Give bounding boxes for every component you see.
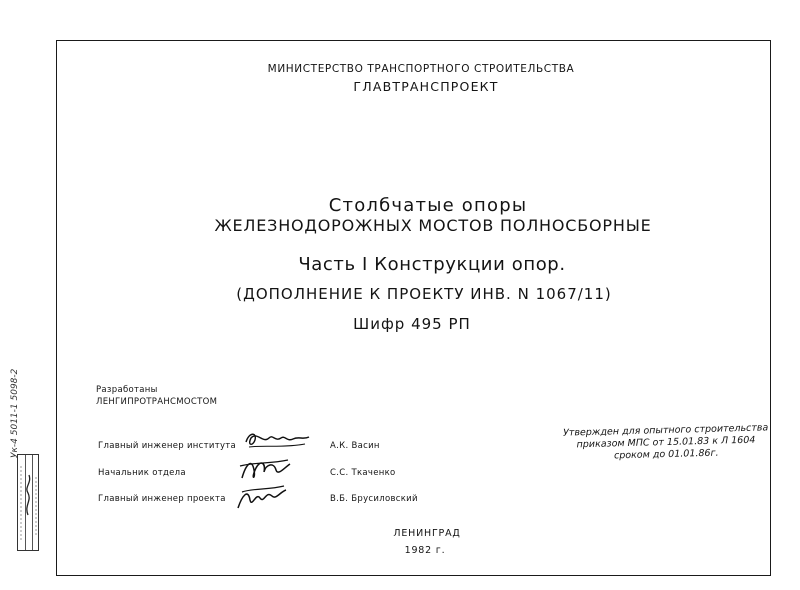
part-title: Часть I Конструкции опор. [298,254,566,275]
organization-name: ГЛАВТРАНСПРОЕКТ [353,79,499,94]
developer-name: ЛЕНГИПРОТРАНСМОСТОМ [96,397,218,407]
ministry-name: МИНИСТЕРСТВО ТРАНСПОРТНОГО СТРОИТЕЛЬСТВА [267,63,575,75]
stamp-scribble [18,455,40,552]
inventory-stamp [17,454,39,551]
signature-department-head [236,454,292,484]
year: 1982 г. [404,545,446,556]
signature-chief-engineer [243,428,311,452]
title-line-1: Столбчатые опоры [328,195,528,216]
title-line-2: ЖЕЛЕЗНОДОРОЖНЫХ МОСТОВ ПОЛНОСБОРНЫЕ [214,216,652,235]
signatory-role: Начальник отдела [98,468,186,478]
approval-line: сроком до 01.01.86г. [613,447,719,462]
signature-project-engineer [234,482,290,512]
developer-label: Разработаны [96,385,158,395]
signatory-name: В.Б. Брусиловский [330,494,418,504]
city: ЛЕНИНГРАД [393,528,461,539]
margin-archive-code: Ук-4 5011-1 5098-2 [10,368,20,458]
supplement-note: (ДОПОЛНЕНИЕ К ПРОЕКТУ ИНВ. N 1067/11) [236,285,612,303]
project-code: Шифр 495 РП [353,315,471,333]
signatory-role: Главный инженер института [98,441,237,451]
approval-line: приказом МПС от 15.01.83 к Л 1604 [576,434,756,451]
signatory-name: А.К. Васин [330,441,380,451]
approval-line: Утвержден для опытного строительства [562,422,769,439]
signatory-name: С.С. Ткаченко [330,468,396,478]
approval-note [563,422,769,463]
signatory-role: Главный инженер проекта [98,494,226,504]
